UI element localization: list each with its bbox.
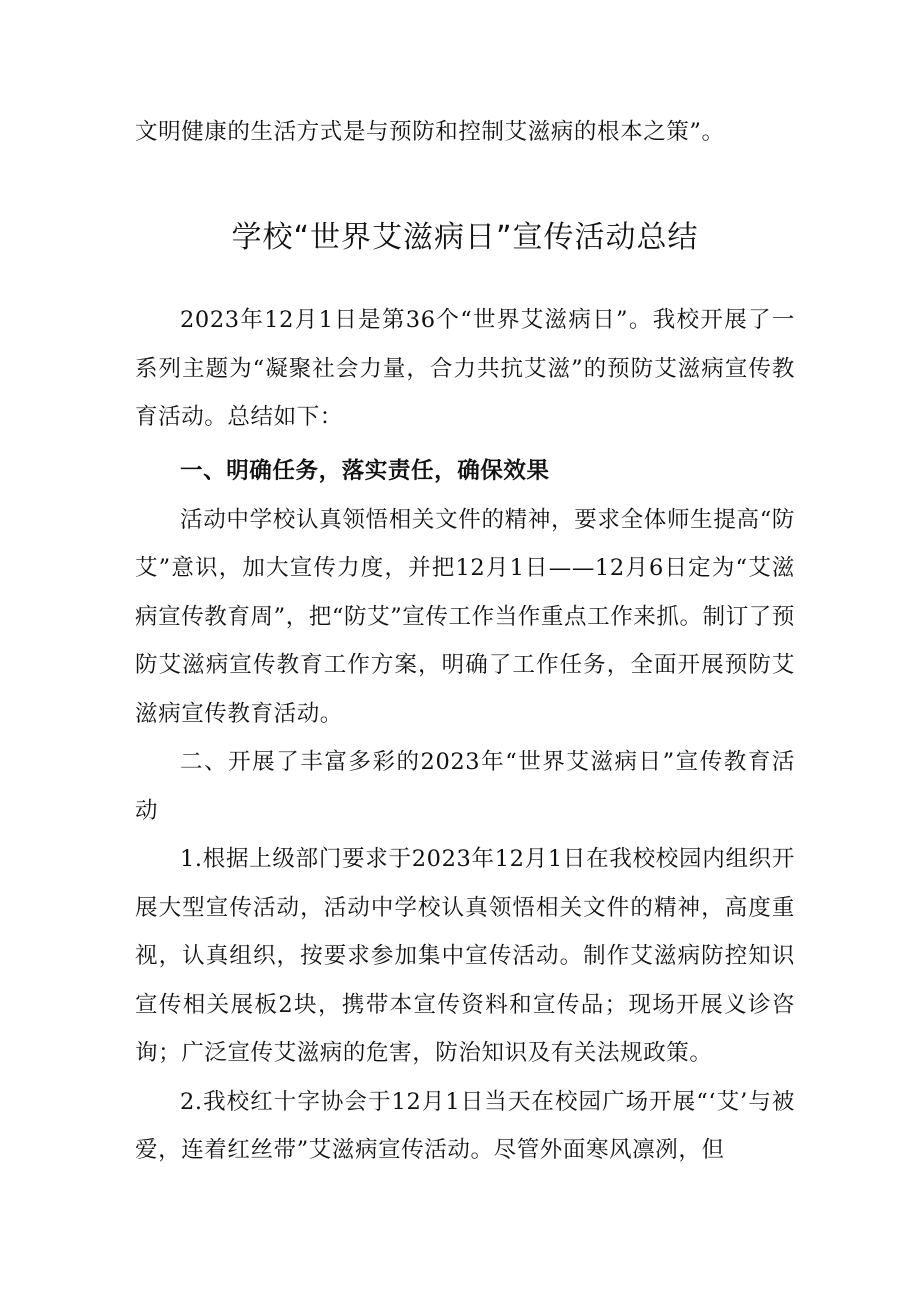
document-body: [135, 108, 795, 1175]
item1-paragraph: 1.根据上级部门要求于2023年12月1日在我校校园内组织开展大型宣传活动，活动中学校认真领悟相关文件的精神，高度重视，认真组织，按要求参加集中宣传活动。制作艾滋病防控知识宣传相关展板2块，携带本宣传资料和宣传品；现场开展义诊咨询；广泛宣传艾滋病的危害，防治知识及有关法规政策。: [135, 846, 795, 1066]
item2-paragraph: 2.我校红十字协会于12月1日当天在校园广场开展“‘艾’与被爱，连着红丝带”艾滋病宣传活动。尽管外面寒风凛冽，但: [135, 1088, 795, 1163]
continuation-line: 文明健康的生活方式是与预防和控制艾滋病的根本之策”。: [135, 119, 725, 145]
section1-paragraph: 活动中学校认真领悟相关文件的精神，要求全体师生提高“防艾”意识，加大宣传力度，并把12月1日——12月6日定为“艾滋病宣传教育周”，把“防艾”宣传工作当作重点工作来抓。制订了预防艾滋病宣传教育工作方案，明确了工作任务，全面开展预防艾滋病宣传教育活动。: [135, 506, 796, 727]
intro-paragraph: 2023年12月1日是第36个“世界艾滋病日”。我校开展了一系列主题为“凝聚社会力量，合力共抗艾滋”的预防艾滋病宣传教育活动。总结如下：: [135, 307, 795, 430]
document-title: 学校“世界艾滋病日”宣传活动总结: [231, 220, 699, 255]
section2-heading: 二、开展了丰富多彩的2023年“世界艾滋病日”宣传教育活动: [135, 749, 795, 824]
section1-heading: 一、明确任务，落实责任，确保效果: [180, 457, 550, 484]
